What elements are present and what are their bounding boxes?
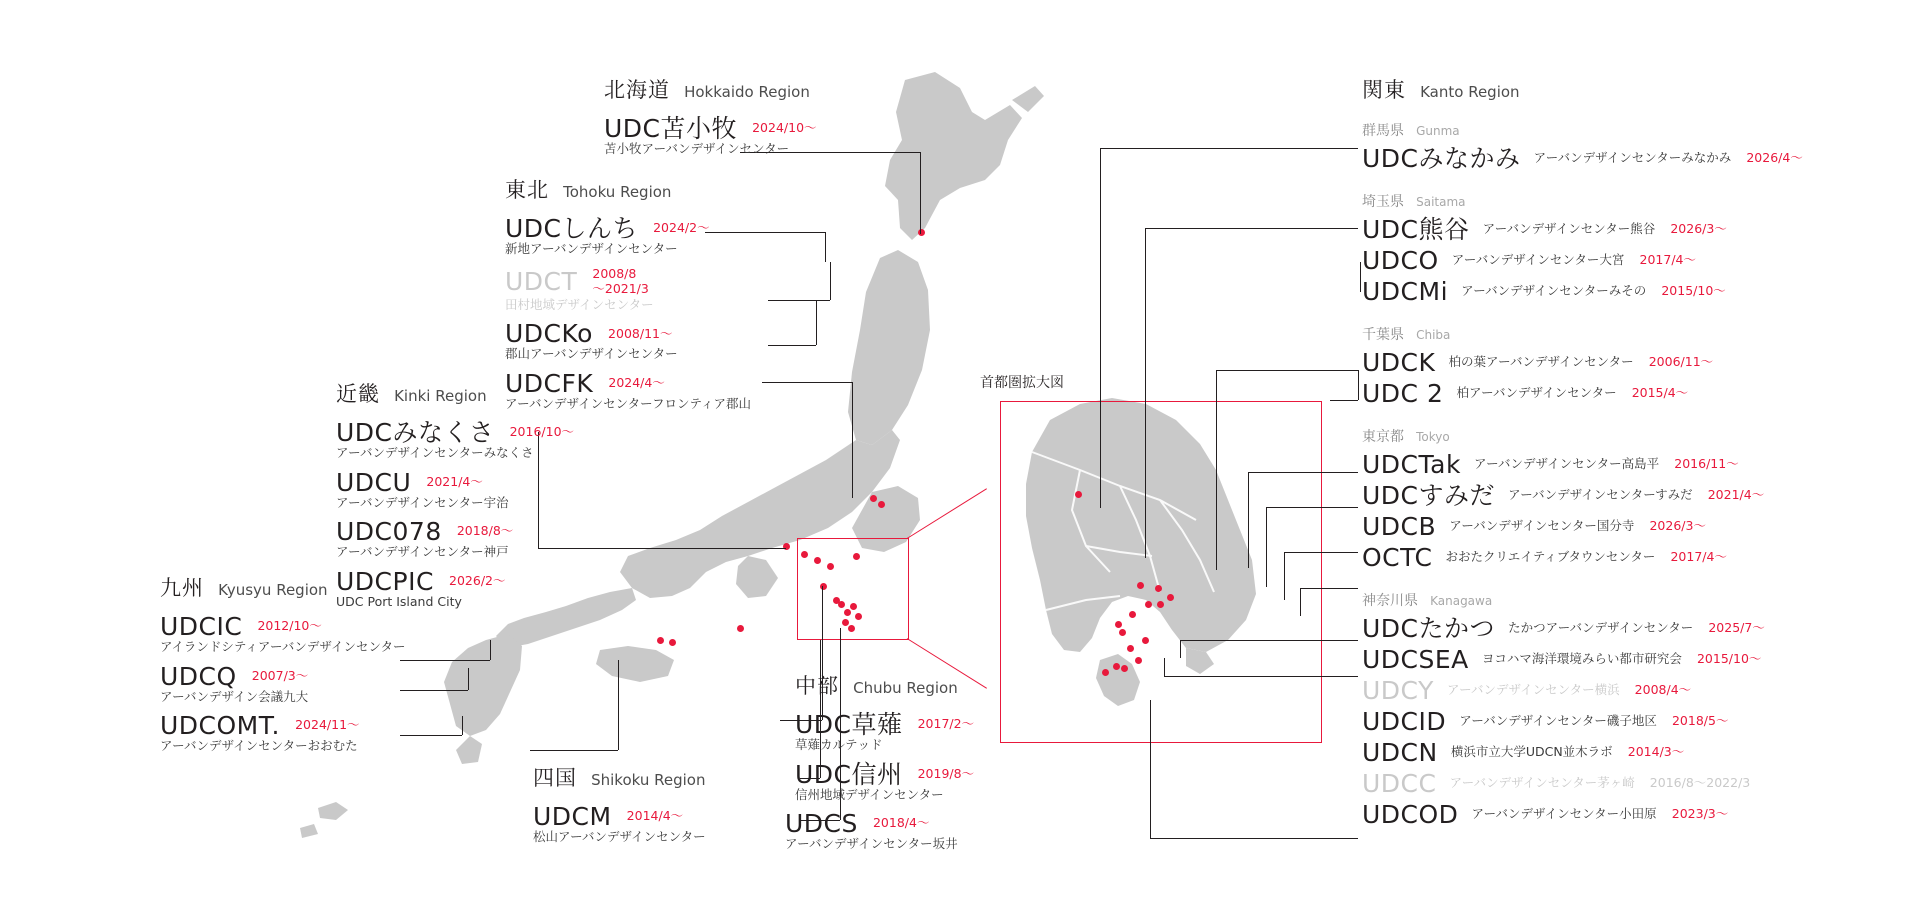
udc-entry[interactable] bbox=[604, 116, 817, 156]
entry-name: UDCIC bbox=[160, 612, 243, 641]
leader-kyusyu-1 bbox=[400, 660, 490, 661]
entry-sub: 信州地域デザインセンター bbox=[795, 786, 944, 802]
leader-kanto-kana-3 bbox=[1150, 838, 1358, 839]
entry-date: 2018/5〜 bbox=[1671, 713, 1729, 729]
udc-entry[interactable] bbox=[1362, 146, 1803, 171]
region-en: Hokkaido Region bbox=[684, 83, 810, 101]
entry-desc: アーバンデザインセンターみその bbox=[1461, 283, 1647, 299]
leader-kyusyu-3 bbox=[400, 735, 462, 736]
leader-kanto-kana-3v bbox=[1150, 700, 1151, 838]
zoom-box-label: 首都圏拡大図 bbox=[980, 375, 1064, 391]
group-chubu bbox=[785, 670, 975, 851]
entry-desc: アーバンデザインセンターすみだ bbox=[1508, 487, 1693, 503]
entry-date: 2026/3〜 bbox=[1670, 221, 1727, 237]
region-jp: 北海道 bbox=[604, 78, 670, 102]
udc-entry[interactable] bbox=[1362, 217, 1803, 242]
entry-desc: アーバンデザインセンター茅ヶ崎 bbox=[1449, 775, 1635, 791]
leader-tohoku-4 bbox=[762, 382, 852, 383]
entry-date: 2008/11〜 bbox=[608, 325, 673, 341]
udc-entry[interactable] bbox=[1362, 771, 1803, 796]
entry-date: 2026/3〜 bbox=[1649, 518, 1706, 534]
entry-date: 2021/4〜 bbox=[426, 473, 483, 489]
entry-name: UDCSEA bbox=[1362, 645, 1469, 674]
region-jp: 近畿 bbox=[336, 382, 380, 406]
entry-desc: おおたクリエイティブタウンセンター bbox=[1445, 549, 1656, 565]
entry-name: UDCMi bbox=[1362, 277, 1449, 306]
region-head-shikoku bbox=[533, 762, 706, 792]
region-jp: 九州 bbox=[160, 576, 204, 600]
entry-sub: 草薙カルテッド bbox=[795, 737, 883, 752]
entry-name: UDCO bbox=[1362, 246, 1439, 275]
entry-name: UDC草薙 bbox=[795, 710, 903, 739]
entry-date: 2024/4〜 bbox=[608, 375, 665, 390]
entry-name: UDCすみだ bbox=[1362, 481, 1496, 510]
entry-name: UDCみなかみ bbox=[1362, 144, 1521, 173]
entry-name: OCTC bbox=[1362, 543, 1433, 572]
entry-date: 2014/4〜 bbox=[626, 808, 684, 824]
entry-name: UDCQ bbox=[160, 661, 237, 691]
pref-head-chiba bbox=[1362, 324, 1803, 344]
leader-kanto-saitama-2v bbox=[1360, 262, 1361, 292]
udc-entry[interactable] bbox=[1362, 452, 1803, 477]
region-head-chubu bbox=[795, 670, 974, 700]
entry-name: UDC熊谷 bbox=[1362, 215, 1470, 244]
entry-date: 2025/7〜 bbox=[1708, 620, 1765, 636]
map-dot bbox=[870, 495, 877, 502]
pref-en: Kanagawa bbox=[1430, 594, 1493, 608]
entry-date: 2015/4〜 bbox=[1631, 385, 1689, 401]
leader-tohoku-2v bbox=[830, 262, 831, 300]
leader-tohoku-4v bbox=[852, 382, 853, 498]
udc-entry[interactable] bbox=[505, 321, 751, 361]
region-jp: 中部 bbox=[795, 674, 839, 698]
udc-entry[interactable] bbox=[336, 519, 574, 559]
leader-kanto-tokyo-2v bbox=[1266, 507, 1267, 587]
entry-name: UDCU bbox=[336, 467, 412, 497]
udc-entry[interactable] bbox=[533, 804, 706, 844]
udc-entry[interactable] bbox=[1362, 248, 1803, 273]
entry-desc: ヨコハマ海洋環境みらい都市研究会 bbox=[1481, 651, 1682, 667]
region-jp: 東北 bbox=[505, 178, 549, 202]
pref-en: Gunma bbox=[1416, 124, 1460, 138]
entry-sub: 郡山アーバンデザインセンター bbox=[505, 346, 678, 362]
region-en: Kyusyu Region bbox=[218, 581, 328, 599]
udc-entry[interactable] bbox=[1362, 709, 1803, 734]
entry-name: UDCM bbox=[533, 802, 612, 831]
leader-kanto-tokyo-1v bbox=[1248, 472, 1249, 568]
entry-date: 2019/8〜 bbox=[917, 765, 975, 781]
group-tohoku bbox=[505, 174, 751, 410]
leader-tohoku-2 bbox=[768, 300, 830, 301]
leader-kyusyu-2v bbox=[468, 668, 469, 690]
leader-kyusyu-3v bbox=[462, 716, 463, 735]
leader-kanto-chiba-2v bbox=[1358, 370, 1359, 400]
entry-name: UDCY bbox=[1362, 676, 1434, 705]
leader-kyusyu-2 bbox=[400, 690, 468, 691]
udc-entry[interactable] bbox=[795, 759, 975, 802]
udc-entry[interactable] bbox=[1362, 678, 1803, 703]
pref-en: Tokyo bbox=[1416, 430, 1450, 444]
leader-kanto-chiba-1 bbox=[1216, 370, 1358, 371]
kanto-zoom-source-box bbox=[797, 538, 909, 640]
udc-entry[interactable] bbox=[1362, 647, 1803, 672]
leader-kanto-gunma bbox=[1100, 148, 1358, 149]
udc-entry[interactable] bbox=[336, 467, 574, 510]
pref-jp: 千葉県 bbox=[1362, 327, 1404, 343]
leader-kanto-kana-1v bbox=[1180, 640, 1181, 658]
udc-entry[interactable] bbox=[1362, 483, 1803, 508]
leader-kanto-tokyo-4 bbox=[1300, 588, 1358, 589]
group-kanto bbox=[1362, 74, 1803, 827]
region-en: Kanto Region bbox=[1420, 83, 1520, 101]
entry-date: 2016/11〜 bbox=[1674, 456, 1739, 472]
region-head-hokkaido bbox=[604, 74, 817, 104]
region-head-tohoku bbox=[505, 174, 751, 204]
entry-name: UDCしんち bbox=[505, 214, 639, 243]
map-dot bbox=[669, 639, 676, 646]
entry-name: UDCたかつ bbox=[1362, 614, 1496, 643]
map-dot bbox=[657, 637, 664, 644]
region-head-kyusyu bbox=[160, 572, 406, 602]
udc-entry[interactable] bbox=[1362, 616, 1803, 641]
pref-en: Chiba bbox=[1416, 328, 1451, 342]
group-hokkaido bbox=[604, 74, 817, 156]
entry-sub: アーバンデザインセンターみなくさ bbox=[336, 445, 534, 460]
entry-desc: 横浜市立大学UDCN並木ラボ bbox=[1450, 744, 1613, 760]
entry-desc: アーバンデザインセンター国分寺 bbox=[1449, 518, 1635, 534]
entry-date: 2016/10〜 bbox=[509, 424, 575, 440]
udc-entry[interactable] bbox=[336, 420, 574, 460]
entry-name: UDCOMT. bbox=[160, 711, 281, 740]
leader-kanto-kana-2 bbox=[1164, 676, 1358, 677]
entry-date: 2018/4〜 bbox=[872, 815, 930, 831]
entry-sub: アーバンデザインセンター宇治 bbox=[336, 494, 509, 510]
region-en: Tohoku Region bbox=[563, 183, 672, 201]
entry-date: 2023/3〜 bbox=[1671, 806, 1729, 822]
udc-entry[interactable] bbox=[795, 712, 974, 752]
entry-date: 2012/10〜 bbox=[257, 618, 322, 634]
entry-desc: アーバンデザインセンター大宮 bbox=[1451, 252, 1625, 268]
entry-name: UDCT bbox=[505, 266, 578, 296]
entry-name: UDC苫小牧 bbox=[604, 114, 738, 143]
entry-date-line1: 2008/8 bbox=[592, 265, 637, 281]
leader-kinki-1 bbox=[538, 548, 786, 549]
entry-desc: 柏アーバンデザインセンター bbox=[1456, 385, 1617, 401]
entry-date: 2015/10〜 bbox=[1661, 283, 1726, 299]
pref-head-kanagawa bbox=[1362, 590, 1803, 610]
entry-date: 2024/2〜 bbox=[653, 220, 710, 236]
leader-kanto-tokyo-3v bbox=[1284, 552, 1285, 600]
entry-date: 2017/4〜 bbox=[1670, 549, 1727, 565]
udc-entry[interactable] bbox=[1362, 350, 1803, 375]
entry-date: 2017/2〜 bbox=[917, 716, 975, 732]
pref-en: Saitama bbox=[1416, 195, 1466, 209]
region-en: Kinki Region bbox=[394, 387, 487, 405]
pref-head-saitama bbox=[1362, 191, 1803, 211]
entry-name: UDCKo bbox=[505, 319, 593, 349]
entry-name: UDCS bbox=[785, 809, 858, 838]
udc-entry[interactable] bbox=[160, 713, 406, 753]
udc-entry[interactable] bbox=[1362, 802, 1803, 827]
leader-kanto-tokyo-1 bbox=[1248, 472, 1358, 473]
entry-name: UDCみなくさ bbox=[336, 418, 495, 447]
map-dot bbox=[878, 501, 885, 508]
leader-kanto-tokyo-3 bbox=[1284, 552, 1358, 553]
entry-sub: 松山アーバンデザインセンター bbox=[533, 829, 706, 844]
entry-date: 2026/4〜 bbox=[1746, 150, 1803, 166]
entry-date: 2021/4〜 bbox=[1707, 487, 1765, 503]
leader-kanto-chiba-1v bbox=[1216, 370, 1217, 570]
leader-shikoku-v bbox=[618, 660, 619, 750]
udc-entry[interactable] bbox=[1362, 381, 1803, 406]
udc-entry[interactable] bbox=[785, 811, 974, 851]
entry-date: 2024/10〜 bbox=[752, 120, 817, 136]
entry-date: 2014/3〜 bbox=[1627, 744, 1685, 760]
leader-kanto-kana-2v bbox=[1164, 658, 1165, 676]
entry-date: 2015/10〜 bbox=[1696, 651, 1762, 667]
udc-entry[interactable] bbox=[1362, 279, 1803, 304]
entry-desc: 柏の葉アーバンデザインセンター bbox=[1448, 354, 1634, 370]
entry-name: UDCFK bbox=[505, 368, 594, 398]
entry-date: 2008/4〜 bbox=[1634, 682, 1692, 698]
leader-kanto-tokyo-2 bbox=[1266, 507, 1358, 508]
entry-desc: アーバンデザインセンター磯子地区 bbox=[1459, 713, 1657, 729]
leader-tohoku-3v bbox=[816, 300, 817, 345]
entry-date: 2026/2〜 bbox=[449, 572, 506, 588]
entry-sub: アイランドシティアーバンデザインセンター bbox=[160, 639, 406, 654]
entry-name: UDC信州 bbox=[795, 759, 903, 789]
region-head-kinki bbox=[336, 378, 574, 408]
entry-date: 2006/11〜 bbox=[1648, 354, 1714, 370]
entry-name: UDC 2 bbox=[1362, 379, 1444, 408]
entry-sub: 田村地域デザインセンター bbox=[505, 296, 654, 312]
udc-entry[interactable] bbox=[505, 216, 751, 256]
pref-jp: 東京都 bbox=[1362, 429, 1404, 445]
entry-sub: 苫小牧アーバンデザインセンター bbox=[604, 141, 790, 156]
entry-date-line2: 〜2021/3 bbox=[592, 281, 649, 297]
kanto-zoom-target-box bbox=[1000, 401, 1322, 743]
entry-sub: アーバンデザインセンター神戸 bbox=[336, 544, 509, 559]
leader-kanto-chiba-2 bbox=[1330, 400, 1358, 401]
entry-name: UDCC bbox=[1362, 769, 1437, 798]
pref-jp: 群馬県 bbox=[1362, 123, 1404, 139]
entry-date: 2016/8〜2022/3 bbox=[1649, 775, 1751, 791]
entry-sub: アーバンデザインセンター坂井 bbox=[785, 836, 958, 851]
pref-head-tokyo bbox=[1362, 426, 1803, 446]
leader-kanto-tokyo-4v bbox=[1300, 588, 1301, 616]
entry-date-stack bbox=[592, 266, 648, 297]
entry-name: UDCTak bbox=[1362, 450, 1461, 479]
entry-date: 2024/11〜 bbox=[295, 717, 360, 733]
entry-desc: アーバンデザインセンター横浜 bbox=[1446, 682, 1620, 698]
udc-entry[interactable] bbox=[505, 266, 751, 312]
entry-desc: たかつアーバンデザインセンター bbox=[1508, 620, 1694, 636]
entry-sub: 新地アーバンデザインセンター bbox=[505, 241, 678, 256]
udc-entry[interactable] bbox=[1362, 545, 1803, 570]
region-en: Chubu Region bbox=[853, 679, 958, 697]
entry-date: 2017/4〜 bbox=[1639, 252, 1696, 268]
entry-desc: アーバンデザインセンター熊谷 bbox=[1482, 221, 1656, 237]
entry-date: 2007/3〜 bbox=[251, 667, 309, 683]
entry-desc: アーバンデザインセンターみなかみ bbox=[1533, 150, 1732, 166]
entry-desc: アーバンデザインセンター高島平 bbox=[1474, 456, 1660, 472]
entry-name: UDCOD bbox=[1362, 800, 1459, 829]
region-jp: 四国 bbox=[533, 766, 577, 790]
entry-name: UDCPIC bbox=[336, 566, 434, 596]
pref-jp: 埼玉県 bbox=[1362, 194, 1404, 210]
leader-tohoku-3 bbox=[768, 345, 816, 346]
group-shikoku bbox=[533, 762, 706, 844]
pref-head-gunma bbox=[1362, 120, 1803, 140]
zoom-connector-top bbox=[907, 488, 987, 539]
entry-sub: アーバンデザイン会議九大 bbox=[160, 688, 309, 704]
entry-name: UDCN bbox=[1362, 738, 1438, 767]
leader-shikoku-h bbox=[530, 750, 618, 751]
leader-kanto-kana-1 bbox=[1180, 640, 1358, 641]
leader-kanto-saitama-1 bbox=[1145, 228, 1358, 229]
group-kyusyu bbox=[160, 572, 406, 753]
udc-entry[interactable] bbox=[160, 614, 406, 654]
udc-entry[interactable] bbox=[1362, 740, 1803, 765]
leader-kanto-saitama-1v bbox=[1145, 228, 1146, 558]
entry-name: UDC078 bbox=[336, 517, 442, 546]
entry-sub: アーバンデザインセンターフロンティア郡山 bbox=[505, 395, 752, 411]
entry-name: UDCID bbox=[1362, 707, 1447, 736]
leader-kanto-gunma-v bbox=[1100, 148, 1101, 508]
entry-sub: UDC Port Island City bbox=[336, 593, 462, 609]
udc-entry[interactable] bbox=[1362, 514, 1803, 539]
region-en: Shikoku Region bbox=[591, 771, 706, 789]
region-head-kanto bbox=[1362, 74, 1803, 104]
leader-tohoku-1v bbox=[825, 232, 826, 262]
map-dot bbox=[737, 625, 744, 632]
entry-name: UDCB bbox=[1362, 512, 1437, 541]
entry-date: 2018/8〜 bbox=[456, 523, 514, 539]
leader-hokkaido-v bbox=[920, 152, 921, 234]
pref-jp: 神奈川県 bbox=[1362, 593, 1418, 609]
entry-desc: アーバンデザインセンター小田原 bbox=[1471, 806, 1657, 822]
entry-name: UDCK bbox=[1362, 348, 1436, 377]
region-jp: 関東 bbox=[1362, 78, 1406, 102]
udc-entry[interactable] bbox=[160, 661, 406, 704]
entry-sub: アーバンデザインセンターおおむた bbox=[160, 738, 358, 753]
leader-kyusyu-1v bbox=[490, 640, 491, 660]
